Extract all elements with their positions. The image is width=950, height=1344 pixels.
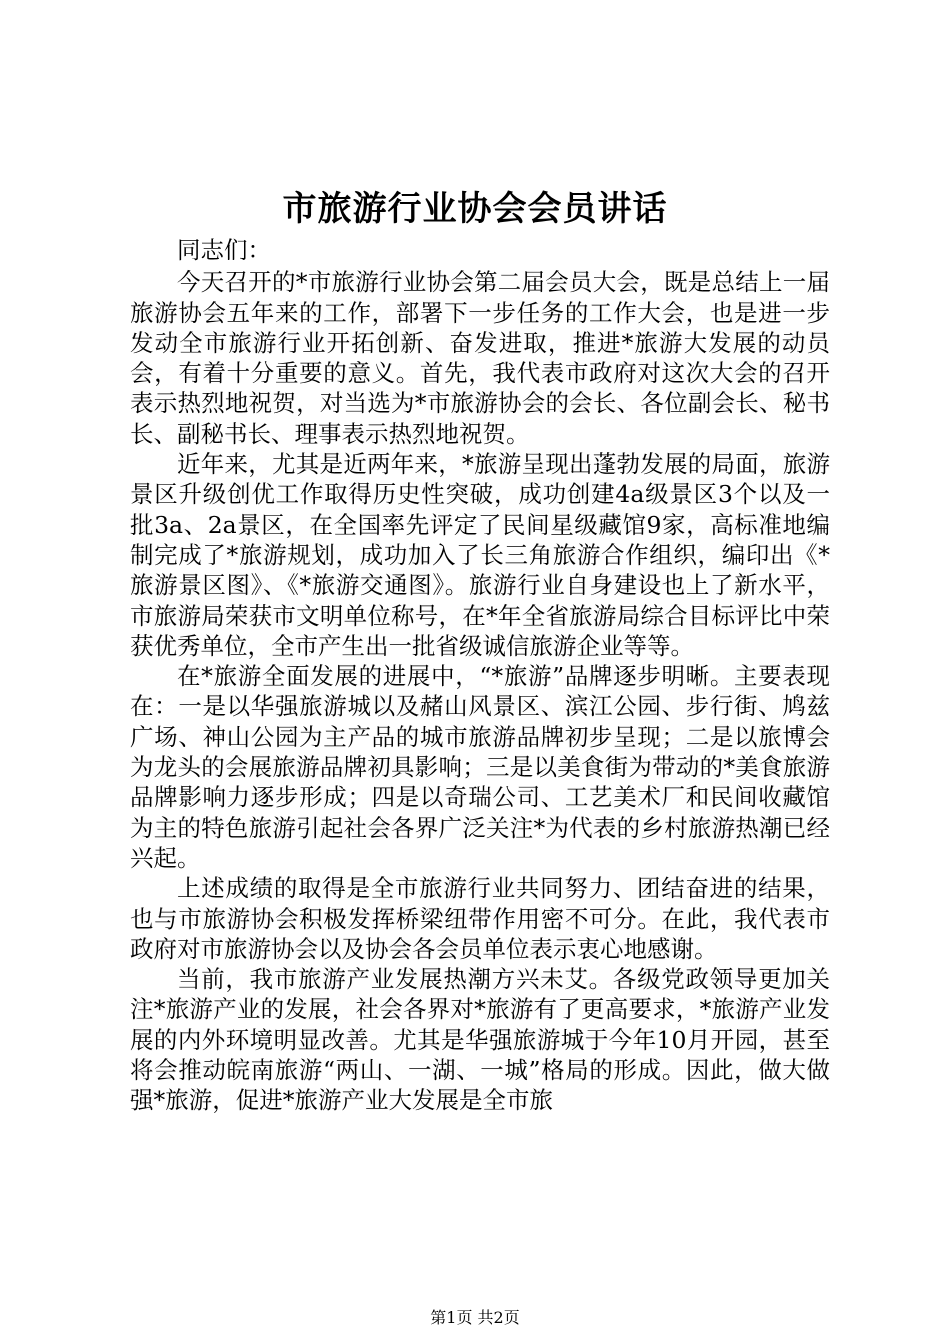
paragraph-5: 当前，我市旅游产业发展热潮方兴未艾。各级党政领导更加关注*旅游产业的发展，社会各界对*旅游有了更高要求，*旅游产业发展的内外环境明显改善。尤其是华强旅游城于今年10月开园，甚至将会推动皖南旅游“两山、一湖、一城”格局的形成。因此，做大做强*旅游，促进*旅游产业大发展是全市旅 bbox=[130, 965, 830, 1115]
paragraph-1: 今天召开的*市旅游行业协会第二届会员大会，既是总结上一届旅游协会五年来的工作，部署下一步任务的工作大会，也是进一步发动全市旅游行业开拓创新、奋发进取，推进*旅游大发展的动员会，有着十分重要的意义。首先，我代表市政府对这次大会的召开表示热烈地祝贺，对当选为*市旅游协会的会长、各位副会长、秘书长、副秘书长、理事表示热烈地祝贺。 bbox=[130, 268, 830, 448]
paragraph-4: 上述成绩的取得是全市旅游行业共同努力、团结奋进的结果，也与市旅游协会积极发挥桥梁纽带作用密不可分。在此，我代表市政府对市旅游协会以及协会各会员单位表示衷心地感谢。 bbox=[130, 874, 830, 963]
paragraph-2: 近年来，尤其是近两年来，*旅游呈现出蓬勃发展的局面，旅游景区升级创优工作取得历史性突破，成功创建4a级景区3个以及一批3a、2a景区，在全国率先评定了民间星级藏馆9家，高标准地编制完成了*旅游规划，成功加入了长三角旅游合作组织，编印出《*旅游景区图》、《*旅游交通图》。旅游行业自身建设也上了新水平，市旅游局荣获市文明单位称号，在*年全省旅游局综合目标评比中荣获优秀单位，全市产生出一批省级诚信旅游企业等等。 bbox=[130, 450, 830, 660]
salutation: 同志们： bbox=[177, 236, 271, 264]
document-title: 市旅游行业协会会员讲话 bbox=[282, 189, 668, 229]
page-number-footer: 第1页 共2页 bbox=[430, 1308, 520, 1327]
document-body bbox=[130, 235, 830, 1116]
paragraph-3: 在*旅游全面发展的进展中，“*旅游”品牌逐步明晰。主要表现在：一是以华强旅游城以及赭山风景区、滨江公园、步行街、鸠兹广场、神山公园为主产品的城市旅游品牌初步呈现；二是以旅博会为龙头的会展旅游品牌初具影响；三是以美食街为带动的*美食旅游品牌影响力逐步形成；四是以奇瑞公司、工艺美术厂和民间收藏馆为主的特色旅游引起社会各界广泛关注*为代表的乡村旅游热潮已经兴起。 bbox=[130, 662, 830, 872]
